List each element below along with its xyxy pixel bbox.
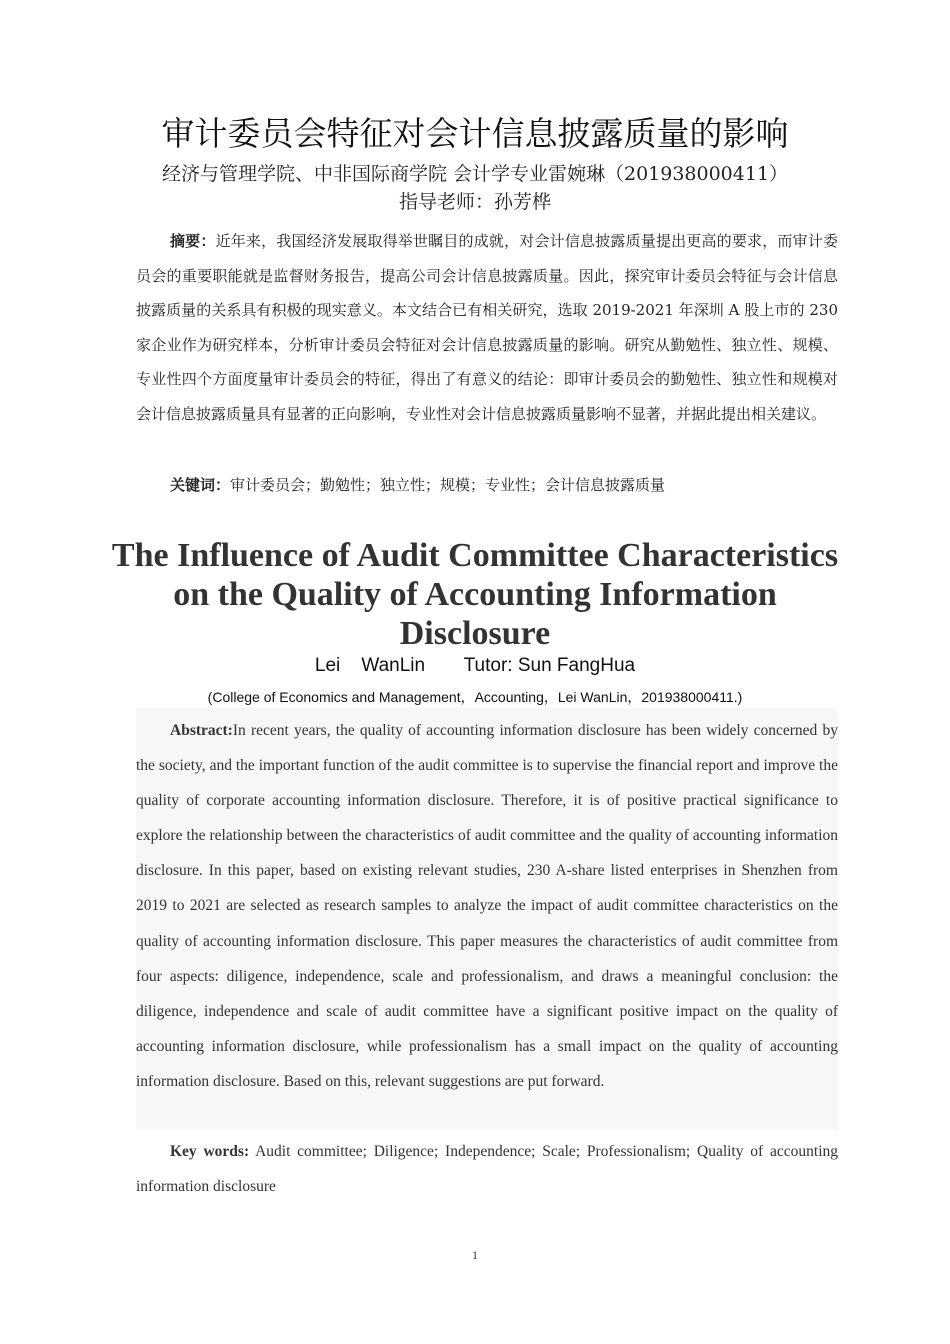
- english-author: Lei WanLin: [314, 655, 426, 676]
- chinese-abstract-text: 近年来，我国经济发展取得举世瞩目的成就，对会计信息披露质量提出更高的要求，而审计委员会的重要职能就是监督财务报告，提高公司会计信息披露质量。因此，探究审计委员会特征与会计信息披露质量的关系具有积极的现实意义。本文结合已有相关研究，选取 2019-2021 年深圳 A 股上市的 230 家企业作为研究样本，分析审计委员会特征对会计信息披露质量的影响。研究从勤勉性、独立性、规模、专业性四个方面度量审计委员会的特征，得出了有意义的结论：即审计委员会的勤勉性、独立性和规模对会计信息披露质量具有显著的正向影响，专业性对会计信息披露质量影响不显著，并据此提出相关建议。: [136, 232, 838, 423]
- english-abstract-text: In recent years, the quality of accounting information disclosure has been widely concerned by the society, and the important function of the audit committee is to supervise the financial report and improve the quality of corporate accounting information disclosure. Therefore, it is of positive practical significance to explore the relationship between the characteristics of audit committee and the quality of accounting information disclosure. In this paper, based on existing relevant studies, 230 A-share listed enterprises in Shenzhen from 2019 to 2021 are selected as research samples to analyze the impact of audit committee characteristics on the quality of accounting information disclosure. This paper measures the characteristics of audit committee from four aspects: diligence, independence, scale and professionalism, and draws a meaningful conclusion: the diligence, independence and scale of audit committee have a significant positive impact on the quality of accounting information disclosure, while professionalism has a small impact on the quality of accounting information disclosure. Based on this, relevant suggestions are put forward.: [136, 722, 838, 1090]
- page-number: 1: [472, 1248, 478, 1262]
- chinese-affiliation: 经济与管理学院、中非国际商学院 会计学专业雷婉琳（201938000411）: [161, 163, 789, 185]
- english-abstract: [136, 713, 838, 1099]
- english-title: The Influence of Audit Committee Characteristics on the Quality of Accounting Information Disclosure: [111, 537, 839, 652]
- english-keywords-label: Key words:: [170, 1143, 250, 1160]
- chinese-advisor: 指导老师：孙芳桦: [398, 191, 551, 213]
- chinese-keywords-label: 关键词：: [170, 476, 231, 494]
- english-keywords-text: Audit committee; Diligence; Independence; Scale; Professionalism; Quality of accounting information disclosure: [136, 1143, 838, 1196]
- chinese-abstract: [136, 224, 838, 432]
- chinese-title: 审计委员会特征对会计信息披露质量的影响: [161, 114, 789, 153]
- english-affiliation: (College of Economics and Management，Accounting，Lei WanLin，201938000411.): [207, 689, 743, 705]
- english-keywords: [136, 1134, 838, 1204]
- chinese-keywords-text: 审计委员会；勤勉性；独立性；规模；专业性；会计信息披露质量: [230, 476, 666, 494]
- chinese-abstract-label: 摘要：: [170, 232, 216, 250]
- chinese-keywords: [136, 468, 838, 502]
- english-authors: [0, 652, 950, 680]
- english-tutor: Tutor: Sun FangHua: [463, 655, 636, 676]
- english-abstract-label: Abstract:: [170, 722, 233, 739]
